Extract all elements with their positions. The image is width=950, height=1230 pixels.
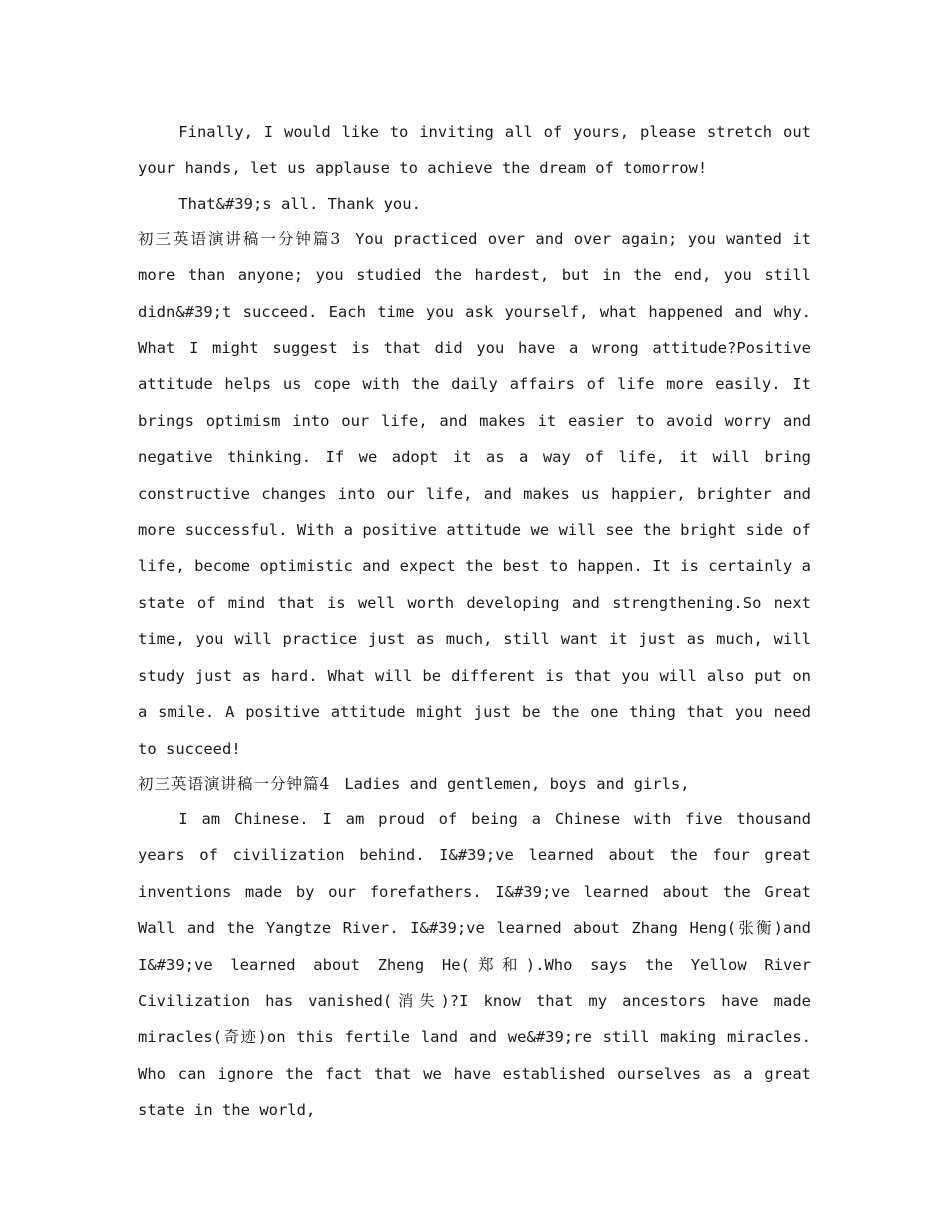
document-page [138, 114, 811, 1129]
thanks-paragraph [138, 187, 811, 221]
speech-3-body: You practiced over and over again; you wanted it more than anyone; you studied the hardest, but in the end, you still didn&#39;t succeed. Each time you ask yourself, what happened and why. What I might suggest is that did you have a wrong attitude?Positive attitude helps us cope with the daily affairs of life more easily. It brings optimism into our life, and makes it easier to avoid worry and negative thinking. If we adopt it as a way of life, it will bring constructive changes into our life, and makes us happier, brighter and more successful. With a positive attitude we will see the bright side of life, become optimistic and expect the best to happen. It is certainly a state of mind that is well worth developing and strengthening.So next time, you will practice just as much, still want it just as much, will study just as hard. What will be different is that you will also put on a smile. A positive attitude might just be the one thing that you need to succeed! [138, 229, 811, 758]
speech-4-body-text: I am Chinese. I am proud of being a Chinese with five thousand years of civilization behind. I&#39;ve learned about the four great inventions made by our forefathers. I&#39;ve learned about the Great Wall and the Yangtze River. I&#39;ve learned about Zhang Heng(张衡)and I&#39;ve learned about Zheng He(郑和).Who says the Yellow River Civilization has vanished(消失)?I know that my ancestors have made miracles(奇迹)on this fertile land and we&#39;re still making miracles. Who can ignore the fact that we have established ourselves as a great state in the world, [138, 809, 811, 1120]
speech-3-heading: 初三英语演讲稿一分钟篇3 [138, 229, 342, 248]
thanks-text: That&#39;s all. Thank you. [178, 194, 421, 213]
speech-3-paragraph [138, 221, 811, 767]
closing-text: Finally, I would like to inviting all of yours, please stretch out your hands, let us applause to achieve the dream of tomorrow! [138, 123, 811, 178]
speech-4-body-paragraph [138, 801, 811, 1129]
closing-paragraph [138, 114, 811, 187]
speech-4-heading: 初三英语演讲稿一分钟篇4 [138, 774, 331, 793]
speech-4-greeting: Ladies and gentlemen, boys and girls, [344, 774, 690, 793]
speech-4-paragraph [138, 767, 811, 801]
